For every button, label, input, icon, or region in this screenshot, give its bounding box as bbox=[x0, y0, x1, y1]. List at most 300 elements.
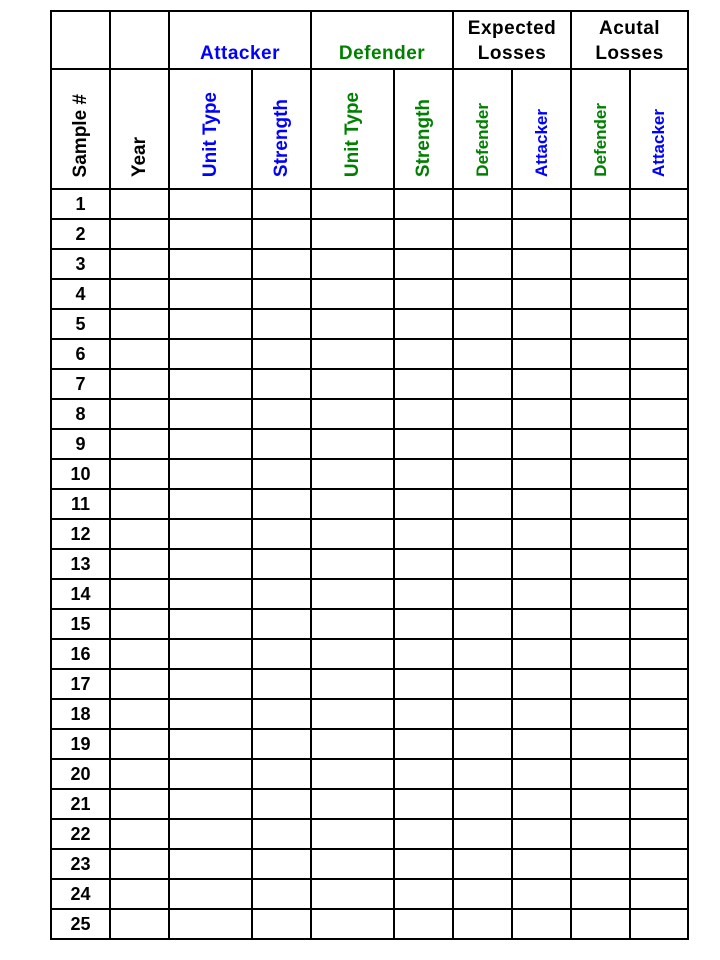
defender-unit-type-cell[interactable] bbox=[311, 399, 394, 429]
actual-defender-cell[interactable] bbox=[571, 609, 630, 639]
year-group-cell bbox=[110, 11, 169, 69]
actual-defender-cell[interactable] bbox=[571, 189, 630, 219]
expected-defender-cell[interactable] bbox=[453, 909, 512, 939]
sample-number-cell: 25 bbox=[51, 909, 110, 939]
attacker-unit-type-cell[interactable] bbox=[169, 459, 252, 489]
year-cell[interactable] bbox=[110, 729, 169, 759]
defender-unit-type-cell[interactable] bbox=[311, 819, 394, 849]
actual-defender-cell[interactable] bbox=[571, 699, 630, 729]
attacker-strength-cell[interactable] bbox=[252, 549, 311, 579]
attacker-strength-cell[interactable] bbox=[252, 729, 311, 759]
sample-number-cell: 9 bbox=[51, 429, 110, 459]
defender-strength-cell[interactable] bbox=[394, 699, 453, 729]
actual-attacker-cell[interactable] bbox=[630, 699, 688, 729]
year-cell[interactable] bbox=[110, 879, 169, 909]
defender-unit-type-cell[interactable] bbox=[311, 249, 394, 279]
expected-defender-cell[interactable] bbox=[453, 369, 512, 399]
attacker-unit-type-cell[interactable] bbox=[169, 639, 252, 669]
expected-defender-header: Defender bbox=[472, 103, 492, 177]
column-header-row bbox=[51, 69, 688, 189]
attacker-unit-type-cell[interactable] bbox=[169, 519, 252, 549]
actual-attacker-cell[interactable] bbox=[630, 879, 688, 909]
table-row bbox=[51, 879, 688, 909]
expected-defender-cell[interactable] bbox=[453, 759, 512, 789]
defender-unit-type-cell[interactable] bbox=[311, 459, 394, 489]
attacker-strength-cell[interactable] bbox=[252, 339, 311, 369]
year-cell[interactable] bbox=[110, 339, 169, 369]
actual-defender-cell[interactable] bbox=[571, 639, 630, 669]
defender-unit-type-cell[interactable] bbox=[311, 639, 394, 669]
actual-defender-cell[interactable] bbox=[571, 489, 630, 519]
actual-attacker-cell[interactable] bbox=[630, 609, 688, 639]
defender-strength-cell[interactable] bbox=[394, 249, 453, 279]
actual-attacker-cell[interactable] bbox=[630, 189, 688, 219]
actual-attacker-cell[interactable] bbox=[630, 549, 688, 579]
actual-attacker-cell[interactable] bbox=[630, 459, 688, 489]
year-cell[interactable] bbox=[110, 909, 169, 939]
defender-strength-cell[interactable] bbox=[394, 459, 453, 489]
attacker-strength-cell[interactable] bbox=[252, 189, 311, 219]
defender-unit-type-header-cell bbox=[311, 69, 394, 189]
expected-attacker-cell[interactable] bbox=[512, 279, 571, 309]
attacker-strength-cell[interactable] bbox=[252, 489, 311, 519]
table-row bbox=[51, 519, 688, 549]
year-cell[interactable] bbox=[110, 699, 169, 729]
year-cell[interactable] bbox=[110, 579, 169, 609]
corner-cell bbox=[51, 11, 110, 69]
actual-defender-cell[interactable] bbox=[571, 309, 630, 339]
sample-number-cell: 14 bbox=[51, 579, 110, 609]
attacker-strength-cell[interactable] bbox=[252, 249, 311, 279]
year-cell[interactable] bbox=[110, 549, 169, 579]
attacker-strength-cell[interactable] bbox=[252, 579, 311, 609]
expected-defender-cell[interactable] bbox=[453, 459, 512, 489]
expected-attacker-cell[interactable] bbox=[512, 699, 571, 729]
defender-unit-type-cell[interactable] bbox=[311, 339, 394, 369]
expected-defender-cell[interactable] bbox=[453, 339, 512, 369]
table-row bbox=[51, 399, 688, 429]
sample-number-cell: 21 bbox=[51, 789, 110, 819]
defender-strength-cell[interactable] bbox=[394, 729, 453, 759]
defender-strength-cell[interactable] bbox=[394, 849, 453, 879]
attacker-unit-type-cell[interactable] bbox=[169, 339, 252, 369]
defender-unit-type-cell[interactable] bbox=[311, 759, 394, 789]
sample-number-cell: 19 bbox=[51, 729, 110, 759]
defender-strength-cell[interactable] bbox=[394, 339, 453, 369]
table-row bbox=[51, 429, 688, 459]
defender-strength-cell[interactable] bbox=[394, 429, 453, 459]
expected-defender-cell[interactable] bbox=[453, 639, 512, 669]
actual-attacker-cell[interactable] bbox=[630, 729, 688, 759]
attacker-unit-type-cell[interactable] bbox=[169, 249, 252, 279]
expected-defender-cell[interactable] bbox=[453, 789, 512, 819]
table-row bbox=[51, 459, 688, 489]
expected-attacker-cell[interactable] bbox=[512, 489, 571, 519]
year-cell[interactable] bbox=[110, 759, 169, 789]
attacker-unit-type-cell[interactable] bbox=[169, 279, 252, 309]
attacker-unit-type-cell[interactable] bbox=[169, 909, 252, 939]
defender-strength-cell[interactable] bbox=[394, 909, 453, 939]
attacker-unit-type-header-cell bbox=[169, 69, 252, 189]
table-row bbox=[51, 549, 688, 579]
defender-strength-cell[interactable] bbox=[394, 789, 453, 819]
expected-defender-cell[interactable] bbox=[453, 249, 512, 279]
defender-unit-type-cell[interactable] bbox=[311, 279, 394, 309]
defender-strength-cell[interactable] bbox=[394, 489, 453, 519]
table-row bbox=[51, 639, 688, 669]
attacker-strength-cell[interactable] bbox=[252, 219, 311, 249]
attacker-strength-cell[interactable] bbox=[252, 639, 311, 669]
attacker-unit-type-cell[interactable] bbox=[169, 879, 252, 909]
data-table bbox=[50, 10, 689, 940]
expected-attacker-cell[interactable] bbox=[512, 429, 571, 459]
attacker-unit-type-cell[interactable] bbox=[169, 489, 252, 519]
defender-unit-type-cell[interactable] bbox=[311, 429, 394, 459]
table-row bbox=[51, 249, 688, 279]
expected-attacker-cell[interactable] bbox=[512, 519, 571, 549]
attacker-unit-type-cell[interactable] bbox=[169, 549, 252, 579]
actual-defender-cell[interactable] bbox=[571, 519, 630, 549]
attacker-strength-cell[interactable] bbox=[252, 669, 311, 699]
sample-number-cell: 7 bbox=[51, 369, 110, 399]
defender-unit-type-header: Unit Type bbox=[341, 91, 363, 177]
attacker-strength-cell[interactable] bbox=[252, 789, 311, 819]
sample-number-cell: 24 bbox=[51, 879, 110, 909]
attacker-unit-type-cell[interactable] bbox=[169, 819, 252, 849]
defender-strength-cell[interactable] bbox=[394, 819, 453, 849]
year-cell[interactable] bbox=[110, 219, 169, 249]
table-row bbox=[51, 279, 688, 309]
defender-unit-type-cell[interactable] bbox=[311, 489, 394, 519]
defender-strength-cell[interactable] bbox=[394, 609, 453, 639]
sample-number-cell: 6 bbox=[51, 339, 110, 369]
defender-strength-cell[interactable] bbox=[394, 309, 453, 339]
year-cell[interactable] bbox=[110, 849, 169, 879]
defender-unit-type-cell[interactable] bbox=[311, 879, 394, 909]
actual-defender-cell[interactable] bbox=[571, 369, 630, 399]
expected-defender-cell[interactable] bbox=[453, 189, 512, 219]
actual-attacker-cell[interactable] bbox=[630, 369, 688, 399]
attacker-group-label: Attacker bbox=[199, 43, 281, 64]
year-cell[interactable] bbox=[110, 279, 169, 309]
table-row bbox=[51, 609, 688, 639]
actual-defender-cell[interactable] bbox=[571, 729, 630, 759]
year-header-cell bbox=[110, 69, 169, 189]
defender-unit-type-cell[interactable] bbox=[311, 849, 394, 879]
attacker-unit-type-cell[interactable] bbox=[169, 189, 252, 219]
attacker-strength-cell[interactable] bbox=[252, 759, 311, 789]
actual-attacker-cell[interactable] bbox=[630, 339, 688, 369]
attacker-unit-type-cell[interactable] bbox=[169, 789, 252, 819]
sample-number-cell: 13 bbox=[51, 549, 110, 579]
table-row bbox=[51, 309, 688, 339]
attacker-strength-cell[interactable] bbox=[252, 879, 311, 909]
expected-losses-label-line2: Losses bbox=[477, 43, 547, 64]
actual-defender-cell[interactable] bbox=[571, 789, 630, 819]
attacker-unit-type-header: Unit Type bbox=[199, 91, 221, 177]
year-cell[interactable] bbox=[110, 189, 169, 219]
expected-attacker-cell[interactable] bbox=[512, 609, 571, 639]
sample-number-cell: 2 bbox=[51, 219, 110, 249]
expected-attacker-header: Attacker bbox=[531, 108, 551, 177]
actual-attacker-cell[interactable] bbox=[630, 309, 688, 339]
actual-attacker-cell[interactable] bbox=[630, 909, 688, 939]
sample-number-cell: 10 bbox=[51, 459, 110, 489]
expected-defender-cell[interactable] bbox=[453, 219, 512, 249]
defender-unit-type-cell[interactable] bbox=[311, 309, 394, 339]
actual-attacker-cell[interactable] bbox=[630, 759, 688, 789]
defender-strength-cell[interactable] bbox=[394, 279, 453, 309]
defender-strength-cell[interactable] bbox=[394, 189, 453, 219]
sample-number-cell: 20 bbox=[51, 759, 110, 789]
expected-attacker-cell[interactable] bbox=[512, 549, 571, 579]
defender-strength-cell[interactable] bbox=[394, 639, 453, 669]
defender-group-label: Defender bbox=[338, 43, 426, 64]
expected-defender-cell[interactable] bbox=[453, 819, 512, 849]
year-cell[interactable] bbox=[110, 819, 169, 849]
actual-defender-cell[interactable] bbox=[571, 219, 630, 249]
defender-strength-cell[interactable] bbox=[394, 879, 453, 909]
actual-attacker-header: Attacker bbox=[649, 108, 669, 177]
actual-defender-cell[interactable] bbox=[571, 249, 630, 279]
attacker-strength-cell[interactable] bbox=[252, 369, 311, 399]
actual-attacker-cell[interactable] bbox=[630, 429, 688, 459]
attacker-unit-type-cell[interactable] bbox=[169, 759, 252, 789]
defender-strength-cell[interactable] bbox=[394, 579, 453, 609]
actual-attacker-cell[interactable] bbox=[630, 579, 688, 609]
attacker-strength-cell[interactable] bbox=[252, 909, 311, 939]
year-cell[interactable] bbox=[110, 519, 169, 549]
year-cell[interactable] bbox=[110, 489, 169, 519]
expected-attacker-cell[interactable] bbox=[512, 369, 571, 399]
expected-defender-cell[interactable] bbox=[453, 519, 512, 549]
expected-attacker-cell[interactable] bbox=[512, 819, 571, 849]
table-row bbox=[51, 729, 688, 759]
expected-attacker-cell[interactable] bbox=[512, 309, 571, 339]
actual-losses-group-header bbox=[571, 11, 688, 69]
expected-attacker-cell[interactable] bbox=[512, 669, 571, 699]
defender-strength-cell[interactable] bbox=[394, 369, 453, 399]
table-row bbox=[51, 219, 688, 249]
actual-attacker-cell[interactable] bbox=[630, 819, 688, 849]
expected-defender-cell[interactable] bbox=[453, 849, 512, 879]
expected-defender-cell[interactable] bbox=[453, 669, 512, 699]
table-row bbox=[51, 189, 688, 219]
expected-defender-cell[interactable] bbox=[453, 729, 512, 759]
attacker-strength-header: Strength bbox=[270, 98, 292, 177]
defender-group-header bbox=[311, 11, 453, 69]
attacker-unit-type-cell[interactable] bbox=[169, 849, 252, 879]
data-collection-sheet bbox=[50, 10, 687, 944]
actual-attacker-cell[interactable] bbox=[630, 489, 688, 519]
expected-losses-group-header bbox=[453, 11, 571, 69]
expected-attacker-cell[interactable] bbox=[512, 909, 571, 939]
attacker-group-header bbox=[169, 11, 311, 69]
actual-losses-label-line2: Losses bbox=[595, 43, 664, 64]
actual-defender-cell[interactable] bbox=[571, 669, 630, 699]
expected-defender-cell[interactable] bbox=[453, 489, 512, 519]
defender-strength-cell[interactable] bbox=[394, 759, 453, 789]
expected-attacker-cell[interactable] bbox=[512, 759, 571, 789]
actual-attacker-header-cell bbox=[630, 69, 688, 189]
defender-strength-header-cell bbox=[394, 69, 453, 189]
defender-unit-type-cell[interactable] bbox=[311, 579, 394, 609]
year-cell[interactable] bbox=[110, 459, 169, 489]
attacker-strength-cell[interactable] bbox=[252, 519, 311, 549]
year-cell[interactable] bbox=[110, 369, 169, 399]
table-row bbox=[51, 699, 688, 729]
attacker-unit-type-cell[interactable] bbox=[169, 219, 252, 249]
attacker-unit-type-cell[interactable] bbox=[169, 699, 252, 729]
attacker-strength-cell[interactable] bbox=[252, 819, 311, 849]
expected-attacker-cell[interactable] bbox=[512, 189, 571, 219]
sample-column-header: Sample # bbox=[69, 93, 91, 177]
attacker-strength-cell[interactable] bbox=[252, 459, 311, 489]
actual-defender-cell[interactable] bbox=[571, 459, 630, 489]
actual-defender-cell[interactable] bbox=[571, 399, 630, 429]
defender-unit-type-cell[interactable] bbox=[311, 219, 394, 249]
actual-defender-cell[interactable] bbox=[571, 429, 630, 459]
attacker-unit-type-cell[interactable] bbox=[169, 609, 252, 639]
attacker-unit-type-cell[interactable] bbox=[169, 579, 252, 609]
attacker-strength-cell[interactable] bbox=[252, 609, 311, 639]
actual-defender-cell[interactable] bbox=[571, 279, 630, 309]
expected-attacker-cell[interactable] bbox=[512, 879, 571, 909]
year-cell[interactable] bbox=[110, 789, 169, 819]
expected-attacker-cell[interactable] bbox=[512, 459, 571, 489]
year-cell[interactable] bbox=[110, 399, 169, 429]
expected-attacker-cell[interactable] bbox=[512, 249, 571, 279]
actual-attacker-cell[interactable] bbox=[630, 219, 688, 249]
year-cell[interactable] bbox=[110, 249, 169, 279]
actual-attacker-cell[interactable] bbox=[630, 249, 688, 279]
actual-defender-cell[interactable] bbox=[571, 909, 630, 939]
actual-defender-cell[interactable] bbox=[571, 849, 630, 879]
table-row bbox=[51, 489, 688, 519]
expected-attacker-cell[interactable] bbox=[512, 399, 571, 429]
defender-unit-type-cell[interactable] bbox=[311, 729, 394, 759]
year-cell[interactable] bbox=[110, 309, 169, 339]
defender-strength-cell[interactable] bbox=[394, 219, 453, 249]
attacker-strength-cell[interactable] bbox=[252, 429, 311, 459]
expected-defender-cell[interactable] bbox=[453, 279, 512, 309]
actual-attacker-cell[interactable] bbox=[630, 849, 688, 879]
sample-number-cell: 4 bbox=[51, 279, 110, 309]
group-header-row bbox=[51, 11, 688, 69]
defender-unit-type-cell[interactable] bbox=[311, 369, 394, 399]
attacker-unit-type-cell[interactable] bbox=[169, 729, 252, 759]
expected-defender-cell[interactable] bbox=[453, 699, 512, 729]
expected-defender-cell[interactable] bbox=[453, 399, 512, 429]
expected-attacker-cell[interactable] bbox=[512, 219, 571, 249]
attacker-unit-type-cell[interactable] bbox=[169, 669, 252, 699]
sample-header-cell bbox=[51, 69, 110, 189]
actual-attacker-cell[interactable] bbox=[630, 639, 688, 669]
expected-attacker-header-cell bbox=[512, 69, 571, 189]
sample-number-cell: 23 bbox=[51, 849, 110, 879]
sample-number-cell: 22 bbox=[51, 819, 110, 849]
defender-strength-cell[interactable] bbox=[394, 519, 453, 549]
sample-number-cell: 1 bbox=[51, 189, 110, 219]
sample-number-cell: 5 bbox=[51, 309, 110, 339]
expected-attacker-cell[interactable] bbox=[512, 339, 571, 369]
expected-attacker-cell[interactable] bbox=[512, 789, 571, 819]
defender-unit-type-cell[interactable] bbox=[311, 909, 394, 939]
actual-attacker-cell[interactable] bbox=[630, 279, 688, 309]
attacker-unit-type-cell[interactable] bbox=[169, 399, 252, 429]
actual-defender-cell[interactable] bbox=[571, 579, 630, 609]
defender-strength-cell[interactable] bbox=[394, 669, 453, 699]
attacker-strength-header-cell bbox=[252, 69, 311, 189]
expected-defender-cell[interactable] bbox=[453, 309, 512, 339]
actual-defender-cell[interactable] bbox=[571, 759, 630, 789]
actual-defender-cell[interactable] bbox=[571, 339, 630, 369]
expected-defender-cell[interactable] bbox=[453, 609, 512, 639]
sample-number-cell: 16 bbox=[51, 639, 110, 669]
defender-strength-cell[interactable] bbox=[394, 399, 453, 429]
year-cell[interactable] bbox=[110, 669, 169, 699]
table-row bbox=[51, 579, 688, 609]
attacker-unit-type-cell[interactable] bbox=[169, 369, 252, 399]
actual-attacker-cell[interactable] bbox=[630, 789, 688, 819]
sample-number-cell: 8 bbox=[51, 399, 110, 429]
attacker-strength-cell[interactable] bbox=[252, 309, 311, 339]
expected-attacker-cell[interactable] bbox=[512, 579, 571, 609]
defender-unit-type-cell[interactable] bbox=[311, 609, 394, 639]
expected-attacker-cell[interactable] bbox=[512, 729, 571, 759]
actual-defender-header: Defender bbox=[590, 103, 610, 177]
expected-defender-header-cell bbox=[453, 69, 512, 189]
attacker-unit-type-cell[interactable] bbox=[169, 309, 252, 339]
defender-unit-type-cell[interactable] bbox=[311, 549, 394, 579]
defender-strength-cell[interactable] bbox=[394, 549, 453, 579]
attacker-strength-cell[interactable] bbox=[252, 279, 311, 309]
year-cell[interactable] bbox=[110, 609, 169, 639]
year-column-header: Year bbox=[128, 136, 150, 177]
actual-defender-cell[interactable] bbox=[571, 549, 630, 579]
defender-unit-type-cell[interactable] bbox=[311, 189, 394, 219]
actual-attacker-cell[interactable] bbox=[630, 669, 688, 699]
defender-unit-type-cell[interactable] bbox=[311, 519, 394, 549]
expected-defender-cell[interactable] bbox=[453, 429, 512, 459]
actual-attacker-cell[interactable] bbox=[630, 519, 688, 549]
expected-defender-cell[interactable] bbox=[453, 549, 512, 579]
attacker-strength-cell[interactable] bbox=[252, 399, 311, 429]
defender-unit-type-cell[interactable] bbox=[311, 789, 394, 819]
actual-attacker-cell[interactable] bbox=[630, 399, 688, 429]
table-row bbox=[51, 909, 688, 939]
expected-attacker-cell[interactable] bbox=[512, 639, 571, 669]
table-row bbox=[51, 759, 688, 789]
expected-attacker-cell[interactable] bbox=[512, 849, 571, 879]
actual-defender-cell[interactable] bbox=[571, 819, 630, 849]
defender-unit-type-cell[interactable] bbox=[311, 669, 394, 699]
sample-number-cell: 17 bbox=[51, 669, 110, 699]
attacker-unit-type-cell[interactable] bbox=[169, 429, 252, 459]
year-cell[interactable] bbox=[110, 639, 169, 669]
actual-defender-header-cell bbox=[571, 69, 630, 189]
table-row bbox=[51, 819, 688, 849]
year-cell[interactable] bbox=[110, 429, 169, 459]
expected-defender-cell[interactable] bbox=[453, 879, 512, 909]
attacker-strength-cell[interactable] bbox=[252, 699, 311, 729]
expected-defender-cell[interactable] bbox=[453, 579, 512, 609]
actual-defender-cell[interactable] bbox=[571, 879, 630, 909]
attacker-strength-cell[interactable] bbox=[252, 849, 311, 879]
sample-number-cell: 11 bbox=[51, 489, 110, 519]
defender-unit-type-cell[interactable] bbox=[311, 699, 394, 729]
table-row bbox=[51, 339, 688, 369]
